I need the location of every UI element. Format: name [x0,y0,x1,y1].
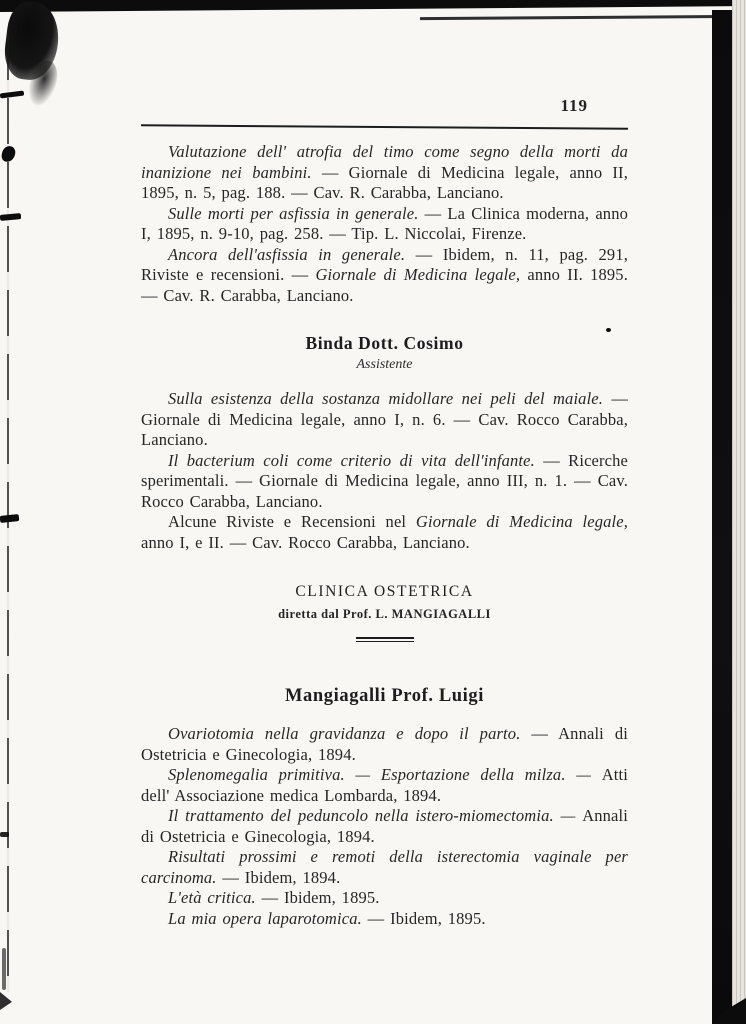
entry-segment: Risultati prossimi e remoti della isterectomia vaginale per carcinoma. [141,847,628,887]
scan-artifact-left-line [7,34,9,992]
entry-segment: — Ibidem, 1895. [255,888,380,907]
entry-segment: — Annali di Ostetricia e Ginecologia, 1894. [141,724,628,764]
clinic-section-subtitle: diretta dal Prof. L. MANGIAGALLI [278,607,491,621]
bibliography-entry [141,245,628,307]
entry-segment: Alcune Riviste e Recensioni nel [168,512,416,531]
bibliography-entry [141,142,628,204]
entry-segment: Il bacterium coli come criterio di vita dell'infante. [168,450,535,470]
scan-artifact-left-mark [0,514,19,523]
entry-segment: — Ricerche sperimentali. — Giornale di Medicina legale, anno III, n. 1. — Cav. Rocco Carabba, Lanciano. [141,450,629,511]
section-divider-rule [356,637,414,642]
entry-segment: Sulla esistenza della sostanza midollare nei peli del maiale. [168,389,604,408]
bibliography-entry [141,909,628,930]
entry-segment: Giornale di Medicina legale, [315,265,521,284]
entry-segment: — Giornale di Medicina legale, anno I, n. 6. — Cav. Rocco Carabba, Lanciano. [141,389,628,449]
author-subtitle: Assistente [356,357,413,372]
bibliography-entry [141,204,628,245]
scan-artifact-left-mark [0,992,12,1010]
entry-segment: Atti dell' Associazione medica Lombarda, 1894. [141,765,628,805]
header-rule [141,124,628,129]
entry-segment: Ovariotomia nella gravidanza e dopo il parto. [168,724,521,743]
bibliography-entry [141,765,628,806]
entry-segment: La mia opera laparotomica. [168,908,362,928]
scan-artifact-left-mark [2,948,6,990]
author-heading-binda: Binda Dott. Cosimo [305,333,464,353]
entry-segment: — Ibidem, 1895. [361,908,486,928]
bibliography-entry [141,451,628,513]
scan-artifact-gutter-strip [712,10,732,1024]
entry-segment: — Ibidem, 1894. [216,867,341,887]
bibliography-entry [141,512,628,553]
entry-segment: Giornale di Medicina legale, [415,512,628,531]
entry-segment: Splenomegalia primitiva. — Esportazione della milza. — [168,765,602,784]
bibliography-entry [141,847,628,888]
entry-segment: Sulle morti per asfissia in generale. [168,203,419,223]
entry-segment: Il trattamento del peduncolo nella istero-miomectomia. — [168,806,583,825]
bibliography-entry [141,724,628,765]
bibliography-entry [141,806,628,847]
entry-segment: Annali di Ostetricia e Ginecologia, 1894. [141,806,628,846]
page-number: 119 [560,96,588,115]
entry-segment: anno II. 1895. — Cav. R. Carabba, Lanciano. [141,265,628,305]
entry-segment: — Giornale di Medicina legale, anno II, 1895, n. 5, pag. 188. — Cav. R. Carabba, Lanciano. [141,162,628,202]
entry-segment: — La Clinica moderna, anno I, 1895, n. 9-10, pag. 258. — Tip. L. Niccolai, Firenze. [141,203,628,243]
scan-artifact-left-mark [0,213,21,221]
entry-segment: Ancora dell'asfissia in generale. [168,244,406,264]
page-text-block [141,0,628,929]
author-heading-mangiagalli: Mangiagalli Prof. Luigi [285,686,484,706]
clinic-section-title: CLINICA OSTETRICA [295,583,474,600]
scan-artifact-left-mark [0,91,24,99]
scan-artifact-left-mark [0,145,16,163]
entry-segment: Valutazione dell' atrofia del timo come segno della morti da inanizione nei bambini. [141,142,628,182]
entry-segment: anno I, e II. — Cav. Rocco Carabba, Lanciano. [141,532,470,552]
entry-segment: — Ibidem, n. 11, pag. 291, Riviste e recensioni. — [141,244,628,284]
scan-artifact-page-edge [732,0,746,1024]
scan-artifact-left-mark [0,832,9,837]
bibliography-entry [141,389,628,451]
bibliography-entry [141,888,628,909]
entry-segment: L'età critica. [168,888,256,907]
